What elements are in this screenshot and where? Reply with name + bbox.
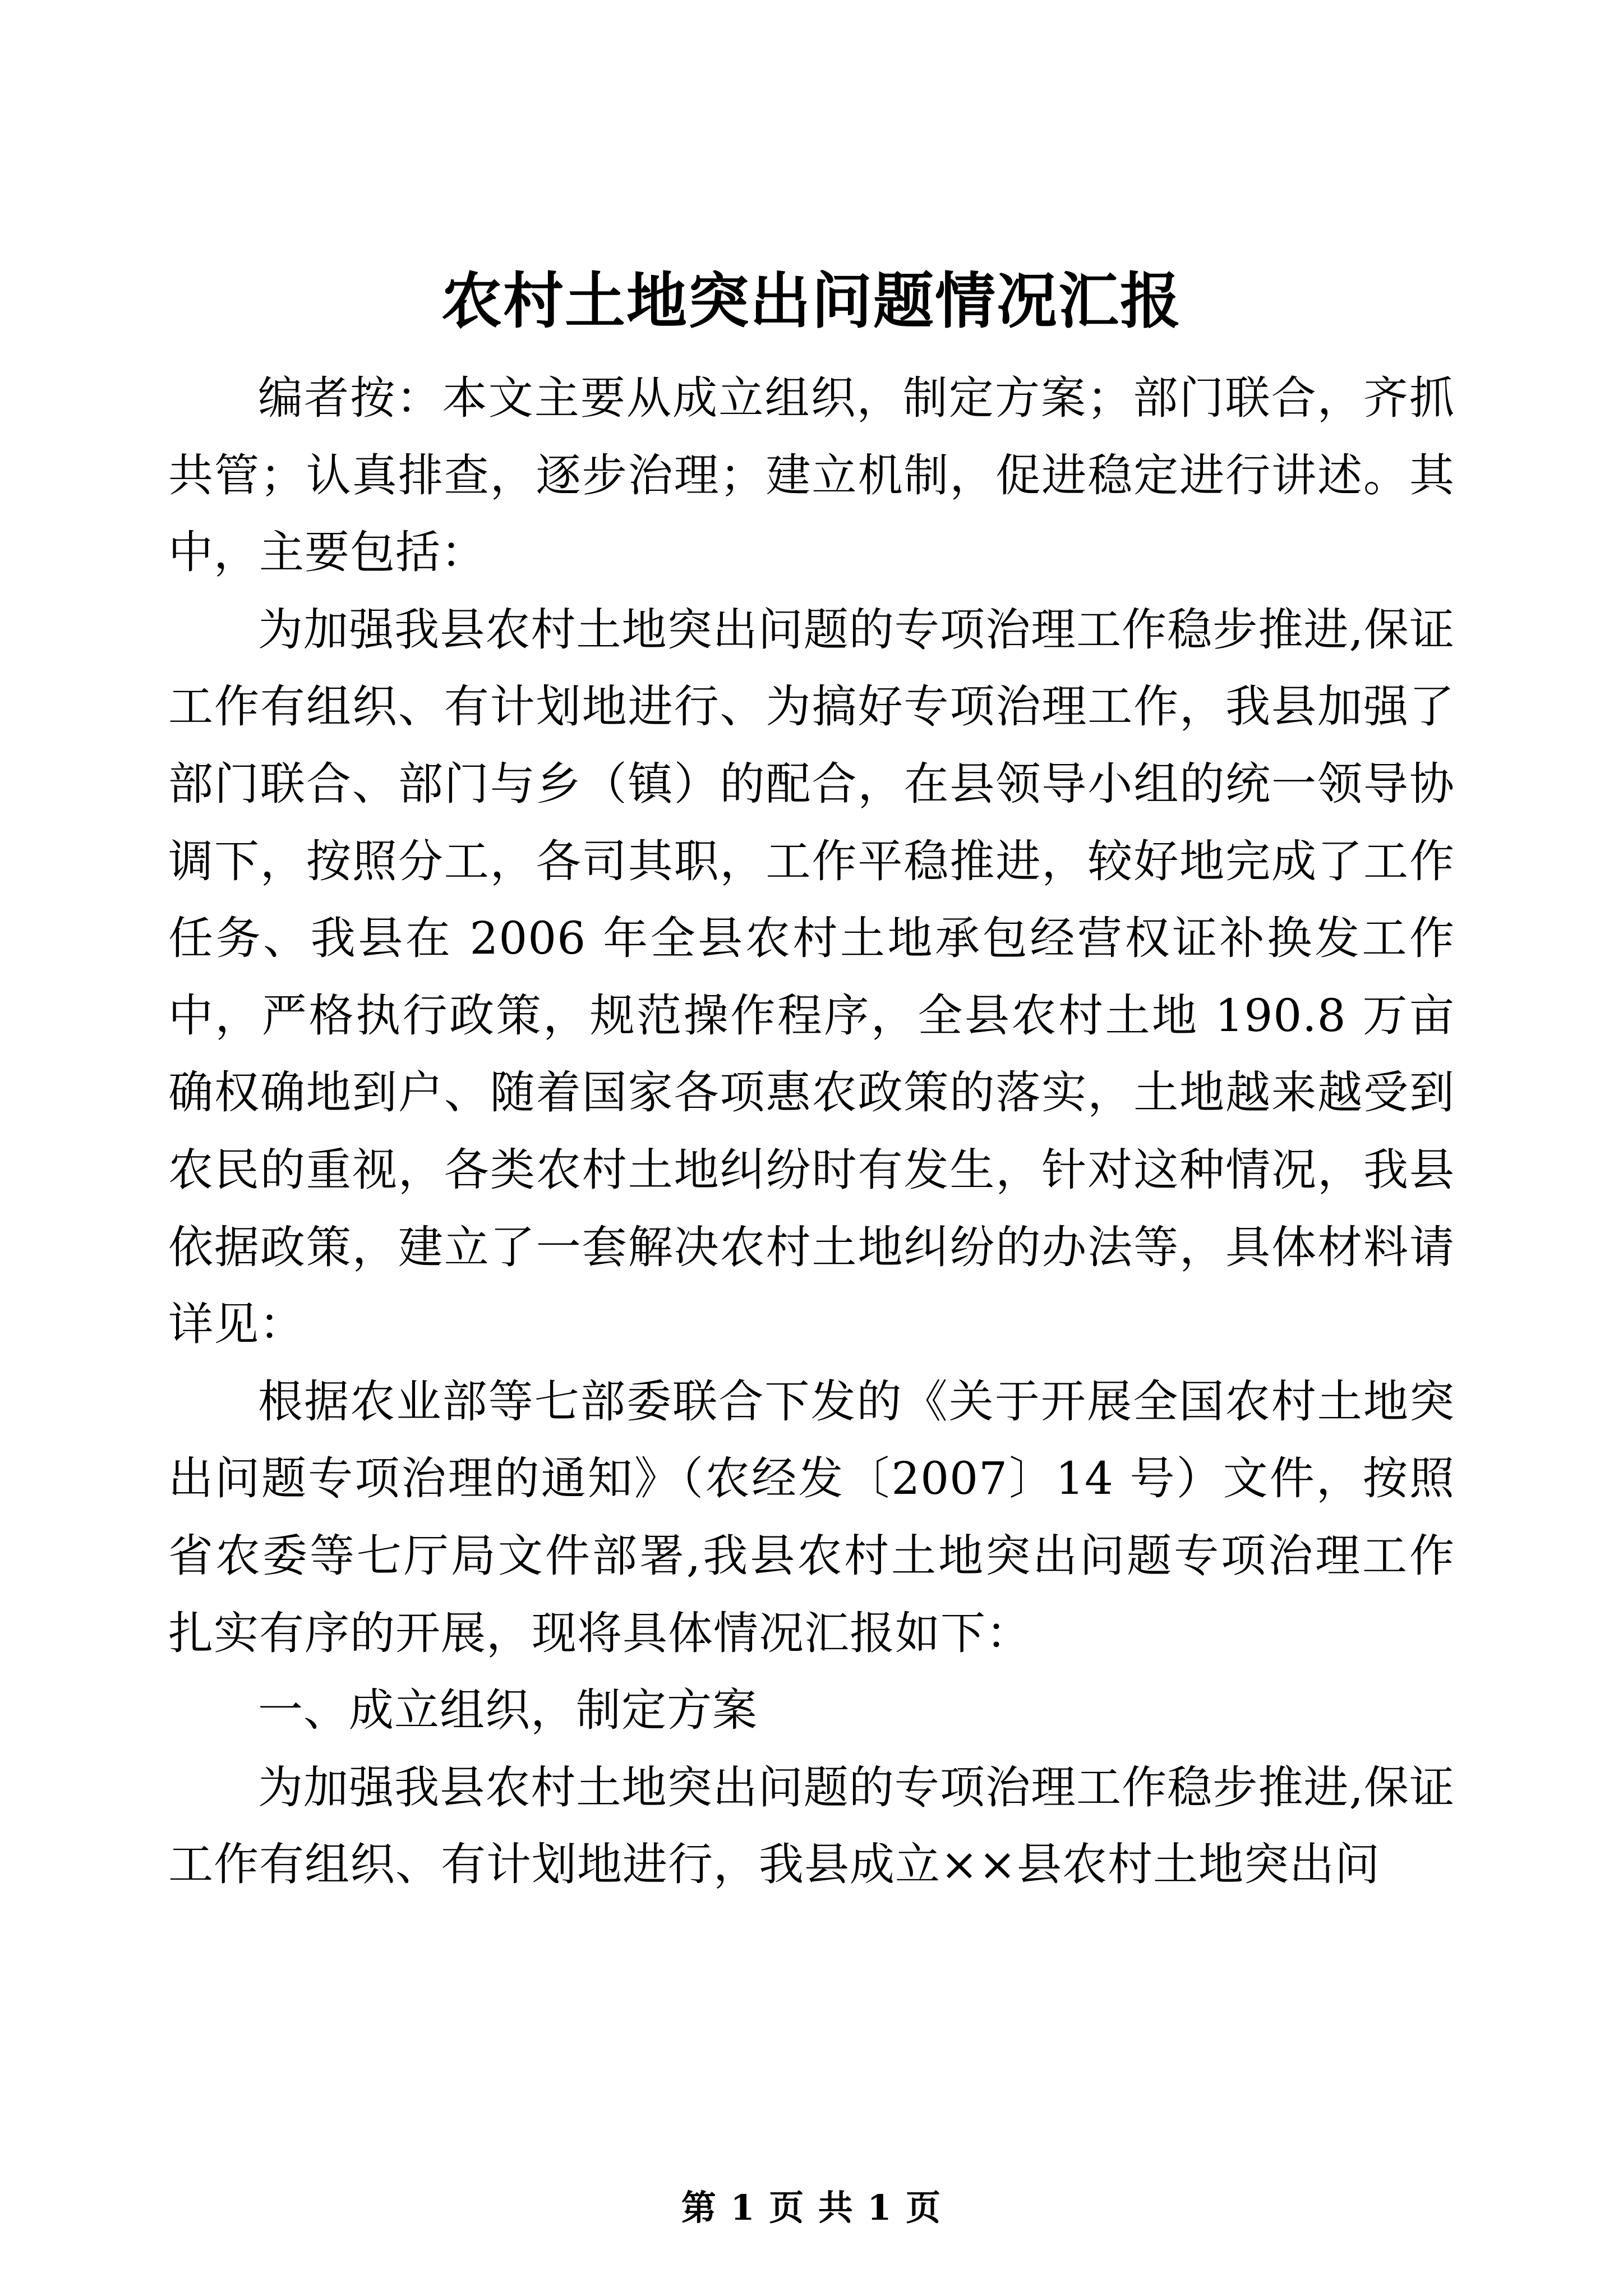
paragraph-section-one-body: 为加强我县农村土地突出问题的专项治理工作稳步推进,保证工作有组织、有计划地进行，我县成立××县农村土地突出问 [168, 1761, 1455, 1891]
paragraph-background: 为加强我县农村土地突出问题的专项治理工作稳步推进,保证工作有组织、有计划地进行、为搞好专项治理工作，我县加强了部门联合、部门与乡（镇）的配合，在县领导小组的统一领导协调下，按照分工，各司其职，工作平稳推进，较好地完成了工作任务、我县在 2006 年全县农村土地承包经营权证补换发工作中，严格执行政策，规范操作程序，全县农村土地 190.8 万亩确权确地到户、随着国家各项惠农政策的落实，土地越来越受到农民的重视，各类农村土地纠纷时有发生，针对这种情况，我县依据政策，建立了一套解决农村土地纠纷的办法等，具体材料请详见： [168, 603, 1455, 1351]
section-heading-one: 一、成立组织，制定方案 [258, 1684, 758, 1737]
page-footer: 第 1 页 共 1 页 [681, 2187, 942, 2228]
page-title: 农村土地突出问题情况汇报 [441, 266, 1182, 337]
paragraph-editor-note: 编者按：本文主要从成立组织，制定方案；部门联合，齐抓共管；认真排查，逐步治理；建立机制，促进稳定进行讲述。其中，主要包括： [168, 372, 1455, 579]
document-body [168, 360, 1455, 1903]
paragraph-policy-basis: 根据农业部等七部委联合下发的《关于开展全国农村土地突出问题专项治理的通知》（农经发〔2007〕14 号）文件，按照省农委等七厅局文件部署,我县农村土地突出问题专项治理工作扎实有序的开展，现将具体情况汇报如下： [168, 1375, 1455, 1659]
